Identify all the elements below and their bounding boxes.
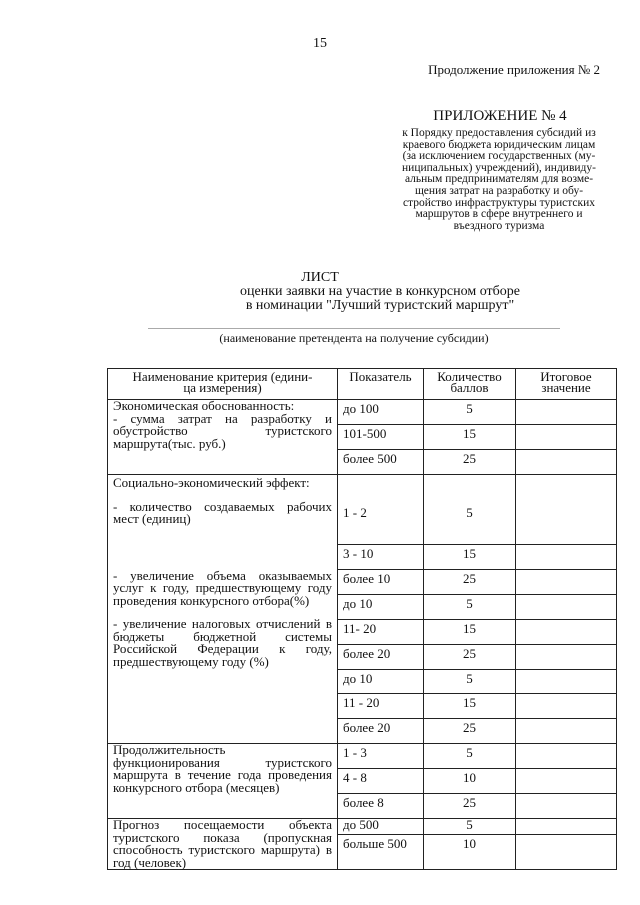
appendix-subtitle [383,128,615,232]
appendix-subtitle-line: альным предпринимателям для возме- [404,173,594,186]
applicant-name-line [148,328,560,329]
appendix-subtitle-line: (за исключением государственных (му- [402,150,596,163]
indicator-cell: до 10 [338,595,424,620]
indicator-cell: более 10 [338,570,424,595]
criterion-duration: Продолжительность функционирования туристского маршрута в течение года проведения конкурсного отбора (месяцев) [108,744,338,819]
applicant-caption: (наименование претендента на получение субсидии) [219,331,489,345]
points-cell: 10 [424,835,516,870]
table-row [108,819,617,835]
social-services-text: - увеличение объема оказываемых услуг к году, предшествующему году проведения конкурсного отбора(%) [113,567,332,608]
final-value-cell[interactable] [516,545,617,570]
sheet-subtitle-line: в номинации "Лучший туристский маршрут" [245,298,515,313]
indicator-cell: 1 - 3 [338,744,424,769]
criterion-economic: Экономическая обоснованность: - сумма затрат на разработку и обустройство туристского маршрута(тыс. руб.) [108,400,338,475]
table-header-row [108,369,617,400]
appendix-subtitle-line: въездного туризма [453,219,545,232]
points-cell: 5 [424,400,516,425]
sheet-title: ЛИСТ [301,270,339,285]
indicator-cell: более 20 [338,645,424,670]
final-value-cell[interactable] [516,794,617,819]
appendix-subtitle-line: краевого бюджета юридическим лицам [402,138,596,151]
final-value-cell[interactable] [516,835,617,870]
points-cell: 5 [424,819,516,835]
indicator-cell: более 20 [338,719,424,744]
indicator-cell: 1 - 2 [338,475,424,545]
appendix-title: ПРИЛОЖЕНИЕ № 4 [433,108,567,124]
appendix-subtitle-line: стройство инфраструктуры туристских [402,196,596,209]
final-value-cell[interactable] [516,475,617,545]
indicator-cell: до 10 [338,670,424,694]
table-row [108,400,617,425]
points-cell: 5 [424,595,516,620]
final-value-cell[interactable] [516,670,617,694]
points-cell: 15 [424,694,516,719]
points-cell: 25 [424,645,516,670]
sheet-subtitle-line: оценки заявки на участие в конкурсном отборе [240,284,520,299]
points-cell: 5 [424,744,516,769]
indicator-cell: 4 - 8 [338,769,424,794]
indicator-cell: 3 - 10 [338,545,424,570]
indicator-cell: 11 - 20 [338,694,424,719]
final-value-cell[interactable] [516,769,617,794]
header-points: Количество баллов [424,369,516,400]
sheet-subtitle [200,285,560,313]
final-value-cell[interactable] [516,819,617,835]
social-tax-text: - увеличение налоговых отчислений в бюджеты бюджетной системы Российской Федерации к году, предшествующему году (%) [113,616,332,669]
points-cell: 25 [424,719,516,744]
final-value-cell[interactable] [516,645,617,670]
table-row [108,475,617,545]
indicator-cell: более 500 [338,450,424,475]
final-value-cell[interactable] [516,400,617,425]
indicator-cell: до 100 [338,400,424,425]
criterion-forecast: Прогноз посещаемости объекта туристского показа (пропускная способность туристского маршрута) в год (человек) [108,819,338,870]
evaluation-table [107,368,617,870]
points-cell: 25 [424,570,516,595]
social-effect-heading: Социально-экономический эффект: [113,475,310,490]
header-indicator: Показатель [338,369,424,400]
appendix-subtitle-line: щения затрат на разработку и обу- [414,184,584,197]
points-cell: 25 [424,450,516,475]
criterion-social-economic [108,475,338,744]
indicator-cell: больше 500 [338,835,424,870]
points-cell: 15 [424,545,516,570]
points-cell: 5 [424,670,516,694]
indicator-cell: 11- 20 [338,620,424,645]
final-value-cell[interactable] [516,744,617,769]
points-cell: 15 [424,620,516,645]
final-value-cell[interactable] [516,694,617,719]
table-row [108,744,617,769]
header-criterion: Наименование критерия (едини- ца измерения) [108,369,338,400]
final-value-cell[interactable] [516,719,617,744]
page-number: 15 [313,36,327,51]
appendix-subtitle-line: ниципальных) учреждений), индивиду- [402,161,596,174]
appendix-subtitle-line: маршрутов в сфере внутреннего и [415,208,583,221]
points-cell: 10 [424,769,516,794]
final-value-cell[interactable] [516,595,617,620]
points-cell: 15 [424,425,516,450]
final-value-cell[interactable] [516,425,617,450]
indicator-cell: более 8 [338,794,424,819]
indicator-cell: до 500 [338,819,424,835]
points-cell: 5 [424,475,516,545]
points-cell: 25 [424,794,516,819]
appendix-subtitle-line: к Порядку предоставления субсидий из [402,127,596,139]
header-final-value: Итоговое значение [516,369,617,400]
continuation-note: Продолжение приложения № 2 [428,62,600,77]
final-value-cell[interactable] [516,570,617,595]
final-value-cell[interactable] [516,450,617,475]
social-jobs-text: - количество создаваемых рабочих мест (единиц) [113,498,332,526]
final-value-cell[interactable] [516,620,617,645]
indicator-cell: 101-500 [338,425,424,450]
